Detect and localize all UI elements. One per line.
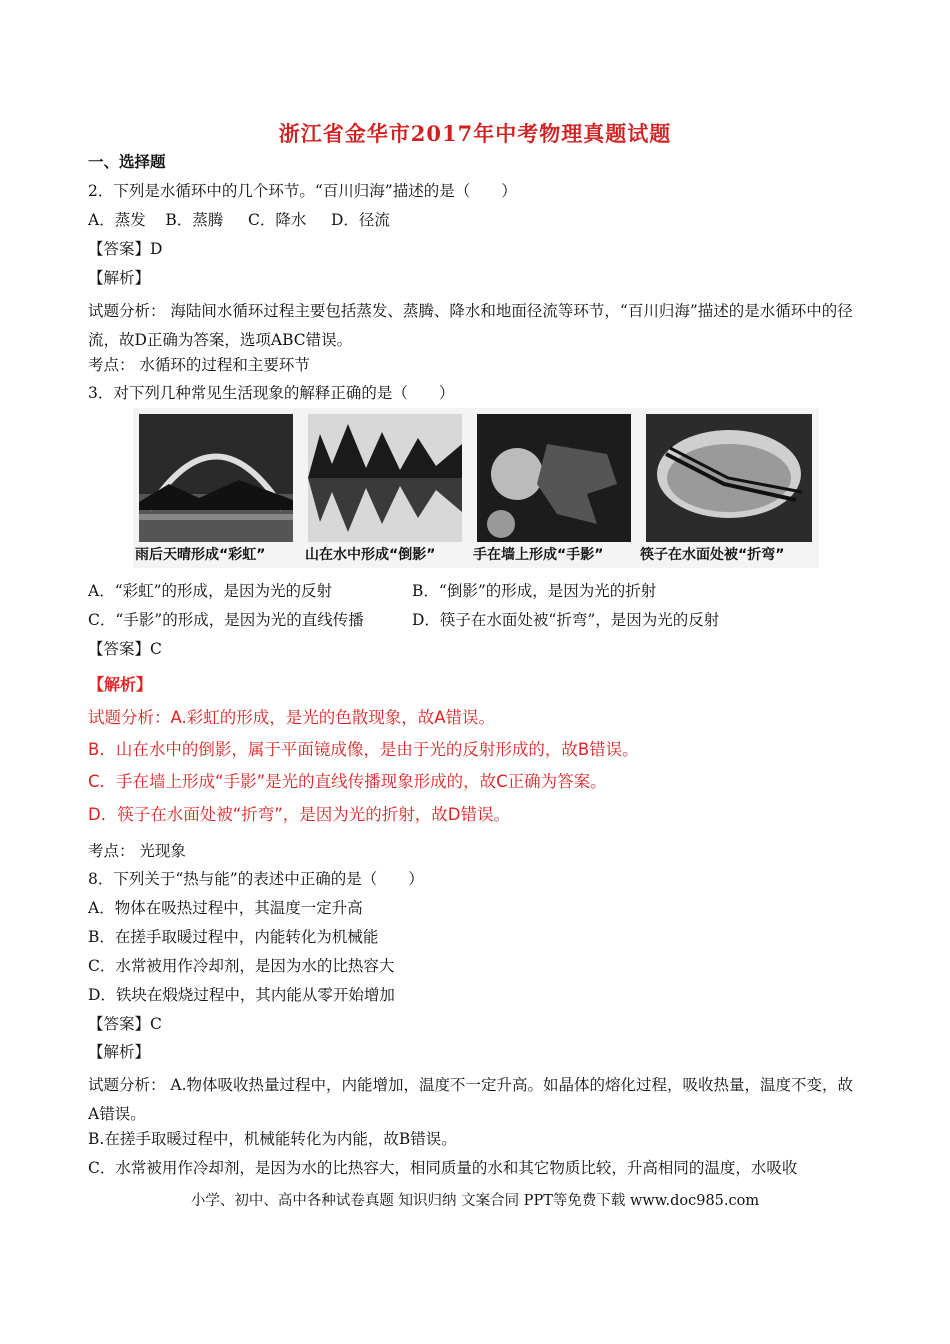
mountain-reflection-photo — [308, 414, 462, 542]
q2-option-c: C．降水 — [247, 211, 307, 229]
q3-option-c: C．“手影”的形成，是因为光的直线传播 — [88, 611, 364, 629]
q3-answer: 【答案】C — [88, 640, 162, 658]
q2-option-b: B．蒸腾 — [165, 211, 224, 229]
q3-option-b: B．“倒影”的形成，是因为光的折射 — [412, 582, 657, 600]
q2-analysis: 试题分析： 海陆间水循环过程主要包括蒸发、蒸腾、降水和地面径流等环节，“百川归海”描述的是水循环中的径流，故D正确为答案，选项ABC错误。 — [88, 302, 853, 349]
page-footer: 小学、初中、高中各种试卷真题 知识归纳 文案合同 PPT等免费下载 www.doc985.com — [190, 1193, 760, 1209]
chopsticks-bowl-photo — [646, 414, 812, 542]
hand-shadow-photo — [477, 414, 631, 542]
q3-kaodian: 考点： 光现象 — [88, 842, 186, 860]
page-title: 浙江省金华市2017年中考物理真题试题 — [278, 121, 672, 146]
q3-stem: 3．对下列几种常见生活现象的解释正确的是（ ） — [88, 384, 455, 402]
q2-option-d: D．径流 — [330, 211, 390, 229]
q3-analysis-line-1: 试题分析：A.彩虹的形成，是光的色散现象，故A错误。 — [88, 708, 496, 727]
q3-analysis-label: 【解析】 — [88, 675, 153, 694]
q3-figure — [133, 408, 819, 568]
q8-analysis-label: 【解析】 — [88, 1043, 151, 1061]
section-heading: 一、选择题 — [88, 152, 166, 171]
q8-option-b: B．在搓手取暖过程中，内能转化为机械能 — [88, 928, 379, 946]
q8-analysis-line-1: 试题分析： A.物体吸收热量过程中，内能增加，温度不一定升高。如晶体的熔化过程，吸收热量，温度不变，故A错误。 — [88, 1076, 854, 1123]
q2-kaodian: 考点： 水循环的过程和主要环节 — [88, 356, 310, 374]
caption-reflection: 山在水中形成“倒影” — [305, 547, 436, 563]
q8-option-d: D．铁块在煅烧过程中，其内能从零开始增加 — [88, 986, 395, 1004]
q8-analysis-line-3: C．水常被用作冷却剂，是因为水的比热容大，相同质量的水和其它物质比较，升高相同的温度，水吸收 — [88, 1159, 798, 1177]
caption-chopsticks: 筷子在水面处被“折弯” — [640, 547, 785, 563]
q8-option-a: A．物体在吸热过程中，其温度一定升高 — [88, 899, 363, 917]
q3-option-d: D．筷子在水面处被“折弯”，是因为光的反射 — [412, 611, 720, 629]
q2-option-a: A．蒸发 — [88, 211, 146, 229]
q8-analysis-line-2: B.在搓手取暖过程中，机械能转化为内能，故B错误。 — [88, 1130, 457, 1148]
q8-stem: 8．下列关于“热与能”的表述中正确的是（ ） — [88, 870, 424, 888]
rainbow-photo — [139, 414, 293, 542]
caption-rainbow: 雨后天晴形成“彩虹” — [135, 547, 266, 563]
q2-options — [88, 210, 390, 230]
q3-analysis-line-4: D．筷子在水面处被“折弯”，是因为光的折射，故D错误。 — [88, 805, 511, 824]
q2-analysis-label: 【解析】 — [88, 269, 151, 287]
caption-hand-shadow: 手在墙上形成“手影” — [473, 547, 604, 563]
q3-analysis-line-3: C．手在墙上形成“手影”是光的直线传播现象形成的，故C正确为答案。 — [88, 772, 607, 791]
q2-answer: 【答案】D — [88, 240, 163, 258]
q2-stem: 2．下列是水循环中的几个环节。“百川归海”描述的是（ ） — [88, 182, 517, 200]
q3-analysis-line-2: B．山在水中的倒影，属于平面镜成像，是由于光的反射形成的，故B错误。 — [88, 740, 639, 759]
q3-option-a: A．“彩虹”的形成，是因为光的反射 — [88, 582, 333, 600]
q8-answer: 【答案】C — [88, 1015, 162, 1033]
q8-option-c: C．水常被用作冷却剂，是因为水的比热容大 — [88, 957, 395, 975]
